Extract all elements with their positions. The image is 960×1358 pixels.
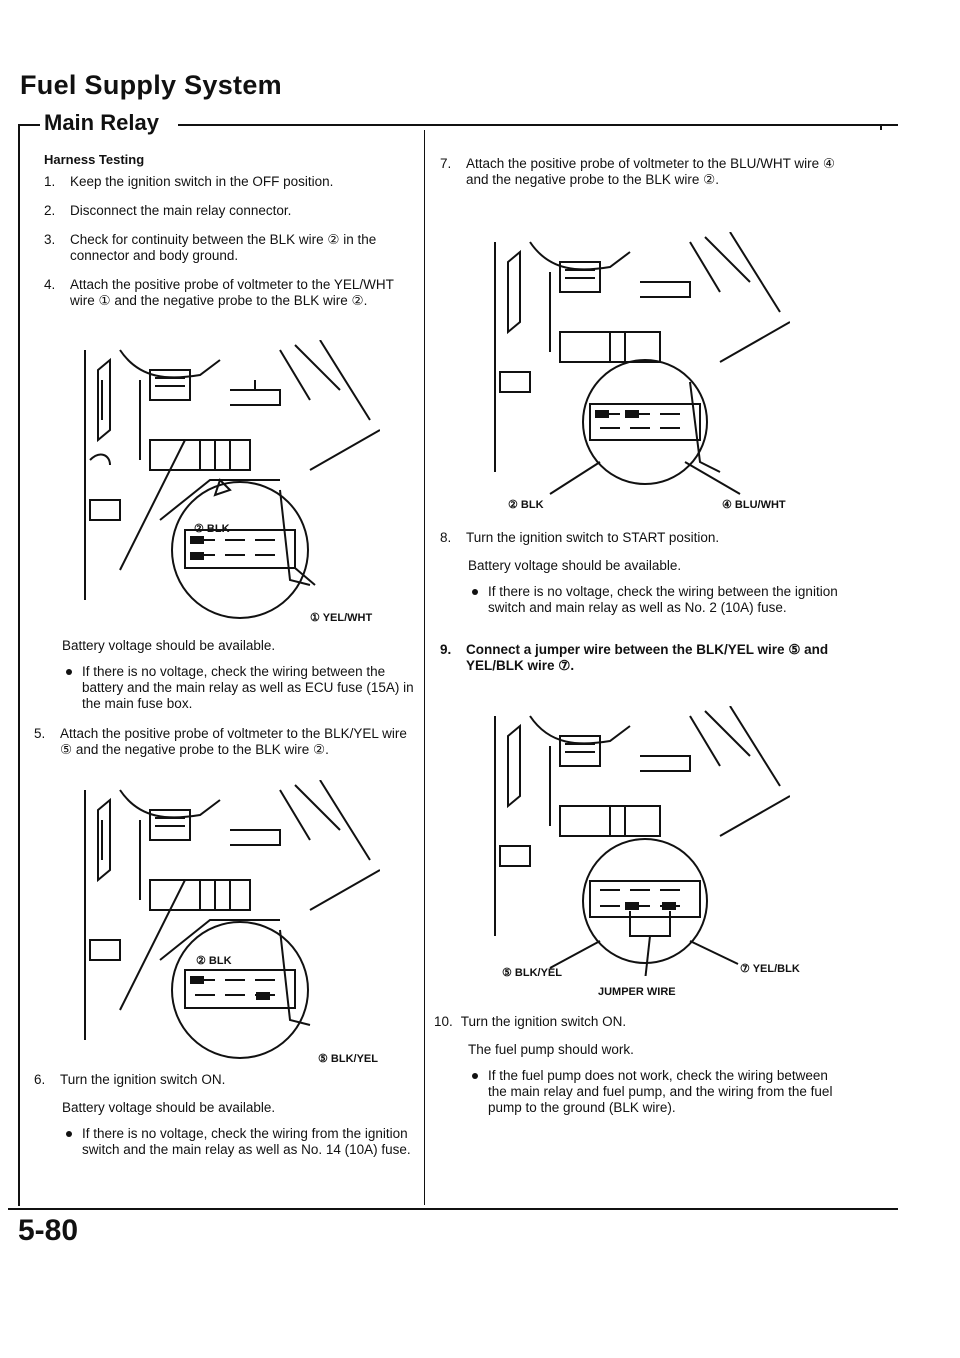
fig2-label-blk: ② BLK <box>196 955 232 967</box>
right-bullet8: If there is no voltage, check the wiring between the ignition switch and main relay as well as No. 2 (10A) fuse. <box>472 584 850 616</box>
step-10: 10. Turn the ignition switch ON. <box>434 1014 627 1029</box>
fig2-label-blkyel: ⑤ BLK/YEL <box>318 1053 378 1065</box>
left-bracket <box>18 124 20 1206</box>
fig4-label-blkyel: ⑤ BLK/YEL <box>502 967 562 979</box>
figure-1-dash-diagram <box>80 340 380 620</box>
step-5: 5. Attach the positive probe of voltmeter to the BLK/YEL wire ⑤ and the negative probe to the BLK wire ②. <box>34 726 407 757</box>
bullet-dot <box>472 589 478 595</box>
figure-2-dash-diagram <box>80 780 380 1060</box>
fig1-label-blk: ② BLK <box>194 523 230 535</box>
page-title: Fuel Supply System <box>20 70 282 100</box>
fig4-label-yelblk: ⑦ YEL/BLK <box>740 963 800 975</box>
right-after8: Battery voltage should be available. <box>468 558 682 573</box>
figure-4-dash-diagram <box>490 706 790 976</box>
left-after6: Battery voltage should be available. <box>62 1100 276 1115</box>
section-title: Main Relay <box>44 110 159 135</box>
step-1: 1. Keep the ignition switch in the OFF position. <box>44 174 334 189</box>
step-3: 3. Check for continuity between the BLK wire ② in the connector and body ground. <box>44 231 377 263</box>
bullet-dot <box>66 1131 72 1137</box>
bullet-dot <box>66 669 72 675</box>
step-2: 2. Disconnect the main relay connector. <box>44 202 292 218</box>
step-7: 7. Attach the positive probe of voltmeter to the BLU/WHT wire ④ and the negative probe to the BLK wire ②. <box>440 156 836 187</box>
right-after10: The fuel pump should work. <box>468 1042 634 1057</box>
left-bullet1: If there is no voltage, check the wiring between the battery and the main relay as well as ECU fuse (15A) in the main fuse box. <box>66 664 416 712</box>
fig1-label-yelwht: ① YEL/WHT <box>310 612 373 624</box>
left-steps <box>44 174 414 309</box>
subheading: Harness Testing <box>44 152 145 167</box>
step-9: 9. Connect a jumper wire between the BLK/YEL wire ⑤ and YEL/BLK wire ⑦. <box>440 642 829 673</box>
header-rule <box>178 124 898 126</box>
step-6: 6. Turn the ignition switch ON. <box>34 1072 226 1087</box>
footer-rule <box>8 1208 898 1210</box>
left-after1: Battery voltage should be available. <box>62 638 276 653</box>
fig3-label-blk: ② BLK <box>508 499 544 511</box>
step-8: 8. Turn the ignition switch to START position. <box>440 530 720 545</box>
column-divider <box>424 130 425 1205</box>
fig4-label-jumper: JUMPER WIRE <box>598 986 676 998</box>
right-bullet10: If the fuel pump does not work, check the wiring between the main relay and fuel pump, and the wiring from the fuel pump to the ground (BLK wire). <box>472 1068 850 1116</box>
left-bullet6: If there is no voltage, check the wiring from the ignition switch and the main relay as well as No. 14 (10A) fuse. <box>66 1126 416 1158</box>
bracket-top <box>18 124 40 126</box>
figure-3-dash-diagram <box>490 232 790 497</box>
step-4: 4. Attach the positive probe of voltmeter to the YEL/WHT wire ① and the negative probe to the BLK wire ②. <box>44 276 394 308</box>
right-tick <box>880 124 882 130</box>
fig3-label-bluwht: ④ BLU/WHT <box>722 499 786 511</box>
page-number: 5-80 <box>18 1214 79 1247</box>
bullet-dot <box>472 1073 478 1079</box>
